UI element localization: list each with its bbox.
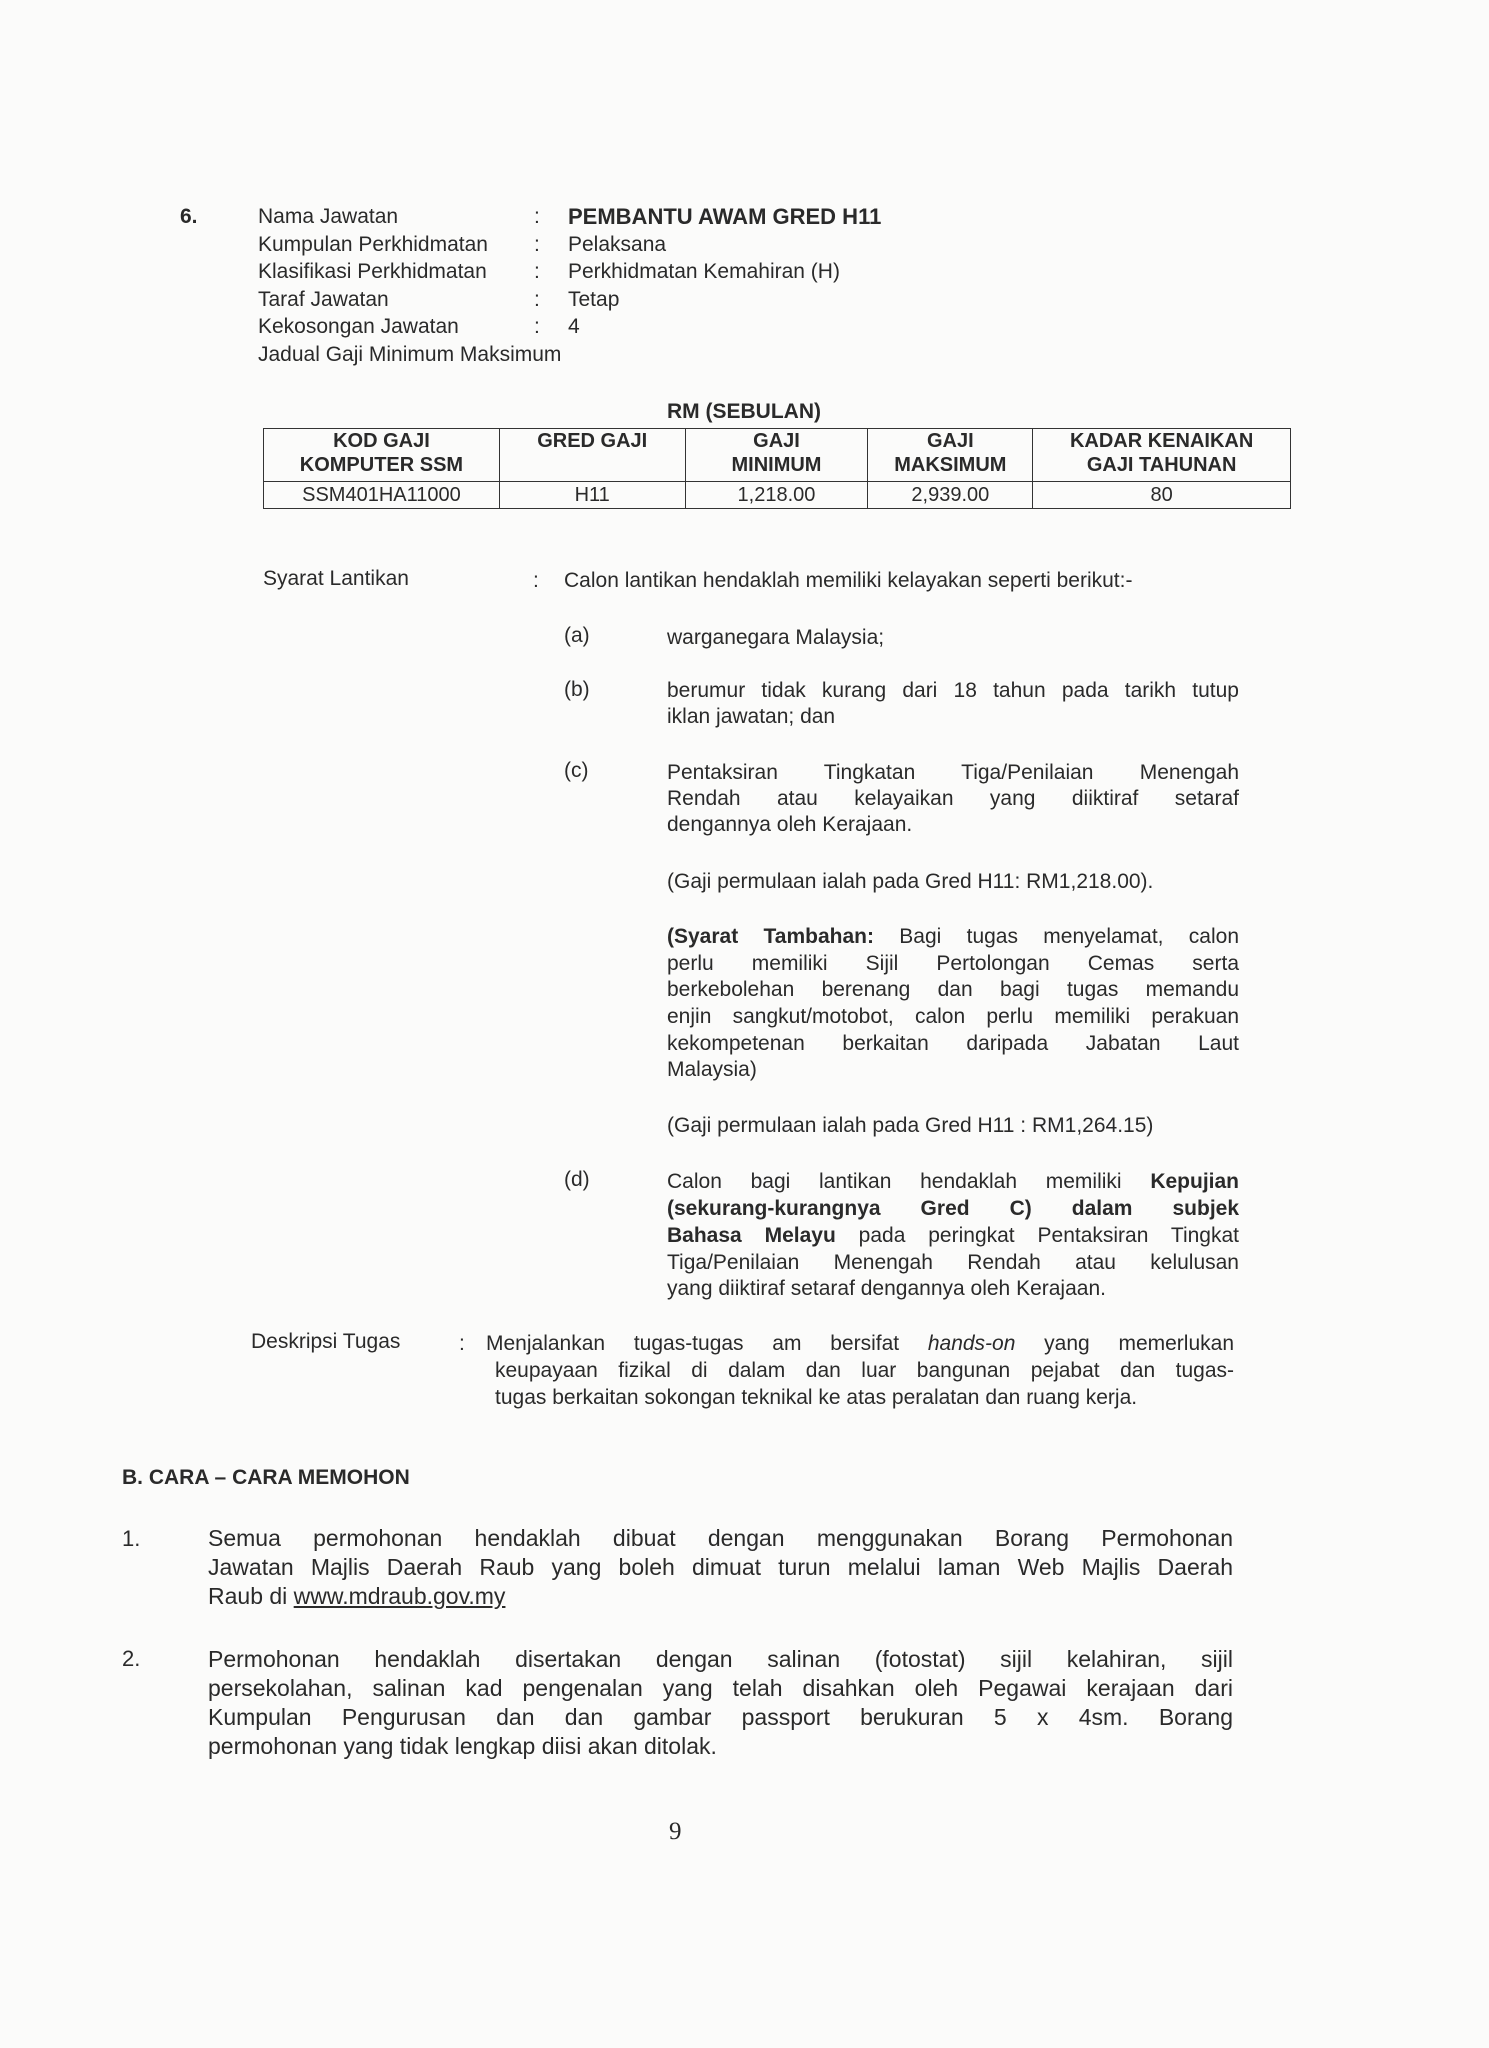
item-text-d-line — [667, 1168, 1239, 1195]
d-bold: Kepujian — [1150, 1170, 1239, 1193]
item-text-c-line: Rendah atau kelayaikan yang diiktiraf setaraf — [667, 787, 1239, 810]
mdraub-website-link[interactable]: www.mdraub.gov.my — [293, 1583, 506, 1609]
item-label-c: (c) — [564, 759, 589, 782]
item-label-a: (a) — [564, 624, 590, 647]
header-line: KOD GAJI — [333, 430, 430, 452]
deskripsi-line: keupayaan fizikal di dalam dan luar bangunan pejabat dan tugas- — [495, 1359, 1234, 1382]
syarat-tambahan-line: Malaysia) — [667, 1058, 757, 1081]
section-b-line: Kumpulan Pengurusan dan dan gambar passport berukuran 5 x 4sm. Borang — [208, 1704, 1233, 1730]
item-text-d-line — [667, 1222, 1239, 1249]
item-text-d-line — [667, 1195, 1239, 1222]
d-text: Calon bagi lantikan hendaklah memiliki — [667, 1170, 1122, 1193]
item-label-d: (d) — [564, 1168, 590, 1191]
item-text-a: warganegara Malaysia; — [667, 626, 885, 649]
table-header-gaji-maksimum — [868, 429, 1033, 482]
section-b-line: Permohonan hendaklah disertakan dengan salinan (fotostat) sijil kelahiran, sijil — [208, 1646, 1233, 1672]
info-label: Kumpulan Perkhidmatan — [258, 233, 488, 256]
d-bold: dalam — [1071, 1197, 1133, 1220]
table-cell: 2,939.00 — [868, 482, 1033, 509]
header-line: GAJI — [753, 430, 800, 452]
info-label: Nama Jawatan — [258, 205, 399, 228]
info-colon: : — [534, 315, 540, 338]
deskripsi-italic: hands-on — [927, 1332, 1016, 1355]
syarat-tambahan-text: Bagi tugas menyelamat, calon — [899, 925, 1240, 948]
header-line: KADAR KENAIKAN — [1069, 430, 1254, 452]
page-number: 9 — [669, 1818, 682, 1845]
item-text-d-line: Tiga/Penilaian Menengah Rendah atau kelulusan — [667, 1251, 1239, 1274]
item-text-c-line: Pentaksiran Tingkatan Tiga/Penilaian Menengah — [667, 761, 1239, 784]
table-header-gaji-minimum — [685, 429, 868, 482]
syarat-tambahan-line: perlu memiliki Sijil Pertolongan Cemas serta — [667, 952, 1239, 975]
section-b-line: Semua permohonan hendaklah dibuat dengan menggunakan Borang Permohonan — [208, 1525, 1233, 1551]
syarat-tambahan-line: berkebolehan berenang dan bagi tugas memandu — [667, 978, 1239, 1001]
section-b-line: Jawatan Majlis Daerah Raub yang boleh dimuat turun melalui laman Web Majlis Daerah — [208, 1554, 1233, 1580]
header-line: KOMPUTER SSM — [299, 454, 464, 476]
d-bold: Bahasa Melayu — [667, 1224, 836, 1247]
syarat-tambahan-heading: (Syarat Tambahan: — [667, 925, 874, 948]
deskripsi-colon: : — [459, 1332, 465, 1355]
gaji-permulaan-2: (Gaji permulaan ialah pada Gred H11 : RM1,264.15) — [667, 1114, 1154, 1137]
deskripsi-line — [486, 1330, 1234, 1357]
header-line: GAJI — [926, 430, 974, 452]
table-header-kod-gaji — [264, 429, 500, 482]
table-cell: 80 — [1033, 482, 1291, 509]
table-cell: SSM401HA11000 — [264, 482, 500, 509]
info-label: Klasifikasi Perkhidmatan — [258, 260, 487, 283]
info-label: Kekosongan Jawatan — [258, 315, 459, 338]
salary-table — [263, 428, 1291, 509]
syarat-intro: Calon lantikan hendaklah memiliki kelayakan seperti berikut:- — [564, 569, 1133, 592]
syarat-tambahan-line: kekompetenan berkaitan daripada Jabatan Laut — [667, 1032, 1239, 1055]
table-header-kadar-kenaikan — [1033, 429, 1291, 482]
d-bold: (sekurang-kurangnya Gred C) — [667, 1197, 1032, 1220]
table-caption: RM (SEBULAN) — [667, 400, 821, 423]
info-value: Perkhidmatan Kemahiran (H) — [568, 260, 840, 283]
section-b-line: persekolahan, salinan kad pengenalan yang telah disahkan oleh Pegawai kerajaan dari — [208, 1675, 1233, 1701]
section-b-text: Raub di — [208, 1583, 288, 1609]
info-value: Tetap — [568, 288, 620, 311]
section-b-line — [208, 1582, 1233, 1611]
item-text-b-line: iklan jawatan; dan — [667, 705, 836, 728]
header-line: GRED GAJI — [537, 430, 648, 452]
item-text-b-line: berumur tidak kurang dari 18 tahun pada tarikh tutup — [667, 679, 1239, 702]
section-number: 6. — [180, 205, 198, 228]
header-line: GAJI TAHUNAN — [1086, 454, 1237, 476]
info-colon: : — [534, 205, 540, 228]
syarat-tambahan-line: enjin sangkut/motobot, calon perlu memiliki perakuan — [667, 1005, 1239, 1028]
syarat-colon: : — [533, 569, 539, 592]
item-text-d-line: yang diiktiraf setaraf dengannya oleh Kerajaan. — [667, 1277, 1106, 1300]
info-label: Jadual Gaji Minimum Maksimum — [258, 343, 562, 366]
section-b-number: 1. — [122, 1526, 141, 1551]
gaji-permulaan-1: (Gaji permulaan ialah pada Gred H11: RM1,218.00). — [667, 870, 1154, 893]
table-header-row — [264, 429, 1291, 482]
info-colon: : — [534, 260, 540, 283]
info-value: Pelaksana — [568, 233, 667, 256]
table-cell: 1,218.00 — [685, 482, 868, 509]
info-colon: : — [534, 288, 540, 311]
section-b-heading: B. CARA – CARA MEMOHON — [122, 1466, 410, 1489]
info-value: 4 — [568, 315, 580, 338]
header-line: MINIMUM — [731, 454, 822, 476]
table-cell: H11 — [499, 482, 685, 509]
table-header-gred-gaji — [499, 429, 685, 482]
section-b-number: 2. — [122, 1646, 141, 1671]
info-label: Taraf Jawatan — [258, 288, 389, 311]
table-row — [264, 482, 1291, 509]
section-b-line: permohonan yang tidak lengkap diisi akan ditolak. — [208, 1733, 717, 1759]
syarat-label: Syarat Lantikan — [263, 567, 409, 590]
deskripsi-label: Deskripsi Tugas — [251, 1330, 401, 1353]
syarat-tambahan-line — [667, 923, 1239, 950]
deskripsi-text: yang memerlukan — [1044, 1332, 1234, 1355]
deskripsi-text: Menjalankan tugas-tugas am bersifat — [486, 1332, 900, 1355]
d-text: pada peringkat Pentaksiran Tingkat — [858, 1224, 1239, 1247]
header-line: MAKSIMUM — [894, 454, 1007, 476]
deskripsi-line: tugas berkaitan sokongan teknikal ke atas peralatan dan ruang kerja. — [495, 1386, 1138, 1409]
item-text-c-line: dengannya oleh Kerajaan. — [667, 813, 913, 836]
item-label-b: (b) — [564, 678, 590, 701]
info-colon: : — [534, 233, 540, 256]
d-bold: subjek — [1172, 1197, 1240, 1220]
job-title: PEMBANTU AWAM GRED H11 — [568, 204, 882, 229]
